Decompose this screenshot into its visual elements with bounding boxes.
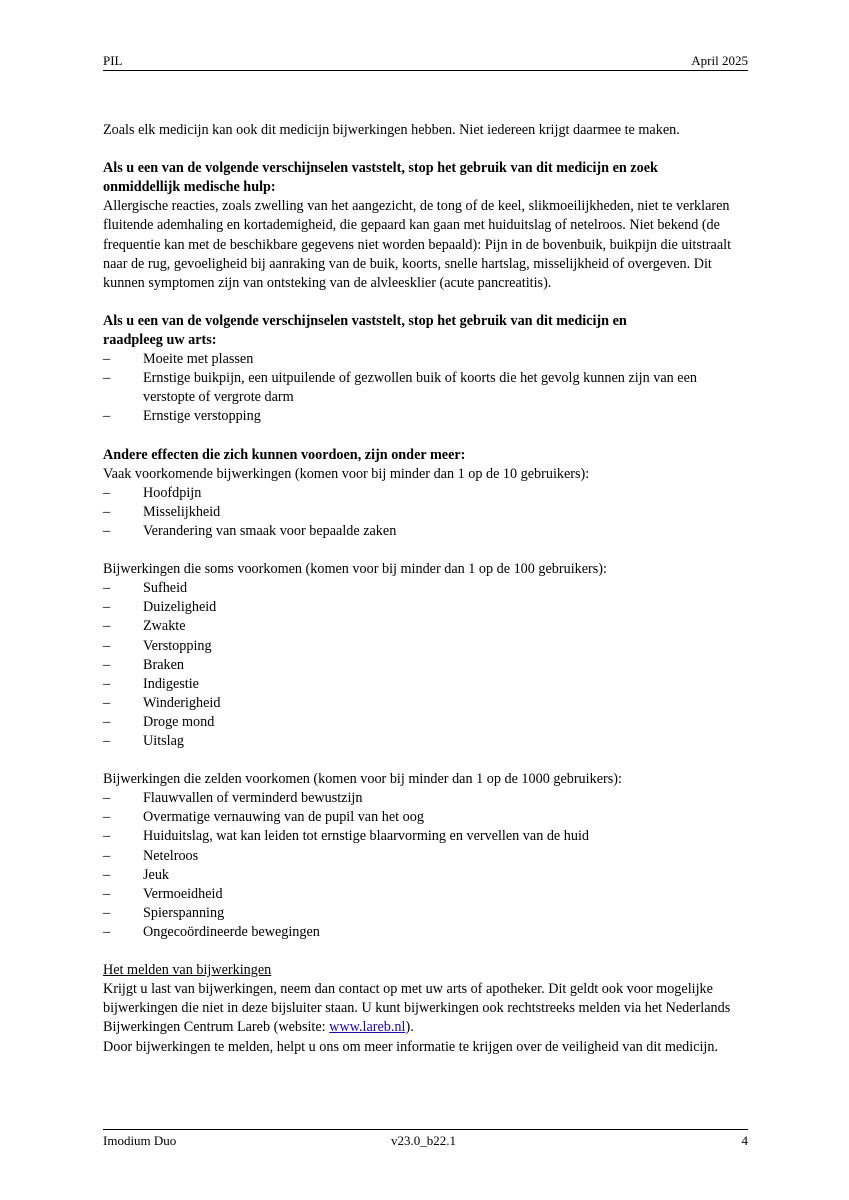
intro-paragraph: Zoals elk medicijn kan ook dit medicijn bijwerkingen hebben. Niet iedereen krijgt daarmee te maken. xyxy=(103,122,680,138)
list-item: – Overmatige vernauwing van de pupil van het oog xyxy=(103,809,424,826)
list-item: – Zwakte xyxy=(103,618,186,635)
list-item: – Uitslag xyxy=(103,733,184,749)
list-item: – Netelroos xyxy=(103,847,199,864)
list-item: – Winderigheid xyxy=(103,694,221,711)
list-item: – Droge mond xyxy=(103,713,215,730)
section2-heading: Als u een van de volgende verschijnselen vaststelt, stop het gebruik van dit medicijn en raadpleeg uw arts: xyxy=(103,312,627,349)
list-item: – Duizeligheid xyxy=(103,599,217,616)
page-header xyxy=(103,53,748,71)
list-item: – Sufheid xyxy=(103,580,188,597)
list-item: – Ernstige verstopping xyxy=(103,408,261,425)
header-left: PIL xyxy=(103,53,123,68)
uncommon-list xyxy=(103,579,763,751)
section1-heading: Als u een van de volgende verschijnselen vaststelt, stop het gebruik van dit medicijn en zoek onmiddellijk medische hulp: xyxy=(103,160,658,196)
lareb-link[interactable]: www.lareb.nl xyxy=(329,1019,406,1036)
common-label: Vaak voorkomende bijwerkingen (komen voor bij minder dan 1 op de 10 gebruikers): xyxy=(103,465,590,482)
footer-version: v23.0_b22.1 xyxy=(391,1133,456,1148)
section3-heading: Andere effecten die zich kunnen voordoen, zijn onder meer: xyxy=(103,446,466,463)
reporting-text-2: Door bijwerkingen te melden, helpt u ons om meer informatie te krijgen over de veiligheid van dit medicijn. xyxy=(103,1038,719,1055)
list-item: – Ongecoördineerde bewegingen xyxy=(103,923,320,940)
document-body xyxy=(103,121,763,1057)
list-item: – Hoofdpijn xyxy=(103,484,202,501)
list-item: – Ernstige buikpijn, een uitpuilende of gezwollen buik of koorts die het gevolg kunnen zijn van een verstopte of vergrote darm xyxy=(103,370,697,406)
common-list xyxy=(103,484,763,541)
list-item: – Jeuk xyxy=(103,866,170,883)
list-item: – Indigestie xyxy=(103,675,199,692)
reporting-text: Krijgt u last van bijwerkingen, neem dan contact op met uw arts of apotheker. Dit geldt ook voor mogelijke bijwerkingen die niet in deze bijsluiter staan. U kunt bijwerkingen ook rechtstreeks melden via het Nederlands Bijwerkingen Centrum Lareb (website: www.lareb.nl). xyxy=(103,981,731,1036)
list-item: – Flauwvallen of verminderd bewustzijn xyxy=(103,790,363,807)
reporting-heading: Het melden van bijwerkingen xyxy=(103,962,272,979)
list-item: – Misselijkheid xyxy=(103,503,221,520)
section1-text: Allergische reacties, zoals zwelling van het aangezicht, de tong of de keel, slikmoeilijkheden, niet te verklaren fluitende ademhaling en kortademigheid, die gepaard kan gaan met huiduitslag of netelroos. Niet bekend (de frequentie kan met de beschikbare gegevens niet worden bepaald): Pijn in de bovenbuik, buikpijn die uitstraalt naar de rug, gevoeligheid bij aanraking van de buik, koorts, snelle hartslag, misselijkheid of overgeven. Dit kunnen symptomen zijn van ontsteking van de alvleesklier (acute pancreatitis). xyxy=(103,198,732,291)
list-item: – Huiduitslag, wat kan leiden tot ernstige blaarvorming en vervellen van de huid xyxy=(103,828,589,845)
list-item: – Vermoeidheid xyxy=(103,885,223,902)
rare-label: Bijwerkingen die zelden voorkomen (komen voor bij minder dan 1 op de 1000 gebruikers): xyxy=(103,771,622,788)
rare-list xyxy=(103,789,763,942)
uncommon-label: Bijwerkingen die soms voorkomen (komen voor bij minder dan 1 op de 100 gebruikers): xyxy=(103,561,607,578)
section2-list xyxy=(103,350,733,426)
list-item: – Verandering van smaak voor bepaalde zaken xyxy=(103,522,397,539)
page-footer xyxy=(103,1129,748,1148)
header-date: April 2025 xyxy=(691,53,748,68)
list-item: – Moeite met plassen xyxy=(103,351,254,368)
footer-page-number: 4 xyxy=(741,1133,748,1148)
footer-product: Imodium Duo xyxy=(103,1133,177,1148)
list-item: – Spierspanning xyxy=(103,904,225,921)
list-item: – Verstopping xyxy=(103,637,212,654)
list-item: – Braken xyxy=(103,656,184,673)
